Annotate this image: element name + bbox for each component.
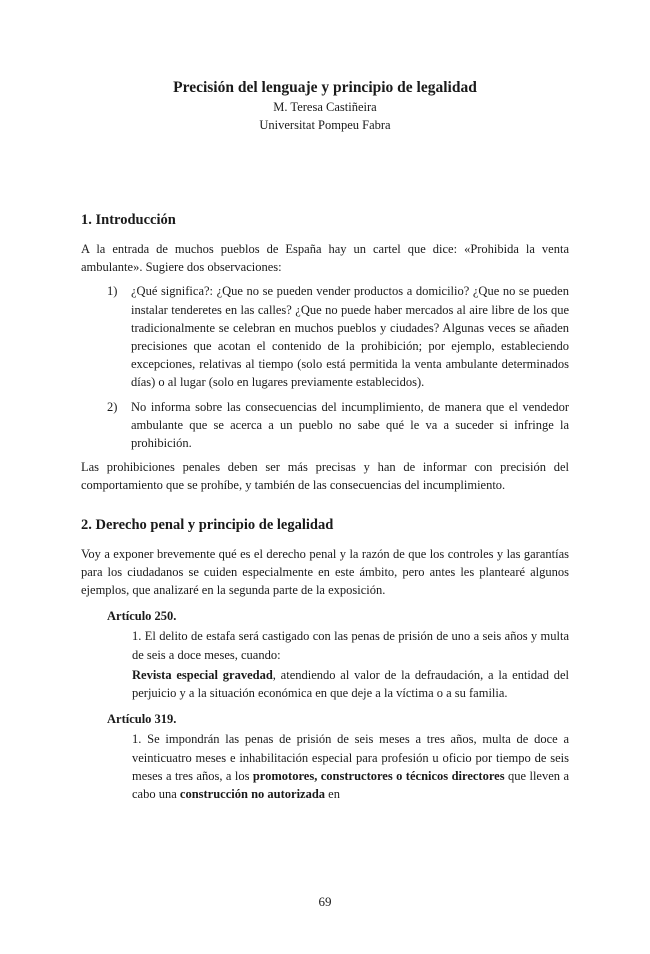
article-header	[0, 78, 650, 134]
article-250-body	[132, 627, 569, 702]
article-319-text-c: que lleven a cabo una	[132, 768, 569, 802]
article-319-emphasis-1: promotores, constructores o técnicos directores	[252, 768, 505, 783]
article-250-paragraph-2	[132, 666, 569, 702]
list-item	[81, 282, 569, 391]
article-319-emphasis-2: construcción no autorizada	[179, 787, 326, 802]
author-name: M. Teresa Castiñeira	[273, 100, 377, 114]
article-title: Precisión del lenguaje y principio de legalidad	[173, 79, 477, 96]
article-319-paragraph-1	[132, 730, 569, 803]
article-319-text-e: en	[325, 787, 340, 802]
list-item	[81, 398, 569, 453]
list-item-text: ¿Qué significa?: ¿Que no se pueden vender productos a domicilio? ¿Que no se pueden instalar tenderetes en las calles? ¿Que no puede haber mercados al aire libre de los que tradicionalmente se celebran en muchos pueblos y ciudades? Algunas veces se añaden precisiones que acotan el contenido de la prohibición; por ejemplo, estableciendo excepciones, relativas al tiempo (solo está permitida la venta ambulante determinados días) o al lugar (solo en lugares previamente establecidos).	[131, 284, 569, 390]
page-number: 69	[318, 894, 332, 909]
section-1-heading: 1. Introducción	[81, 212, 176, 228]
observations-list	[81, 282, 569, 452]
article-250-emphasis: Revista especial gravedad	[132, 667, 273, 682]
section-2-heading: 2. Derecho penal y principio de legalidad	[81, 516, 334, 533]
article-250-paragraph-1: 1. El delito de estafa será castigado con las penas de prisión de uno a seis años y multa de seis a doce meses, cuando:	[132, 629, 569, 662]
article-319-text-a: 1. Se impondrán las penas de prisión de seis meses a tres años, multa de doce a veinticuatro meses e inhabilitación especial para profesión u oficio por tiempo de seis meses a tres años, a los	[132, 732, 569, 783]
list-item-number: 1)	[107, 284, 118, 299]
body-content	[81, 210, 569, 805]
list-item-text: No informa sobre las consecuencias del incumplimiento, de manera que el vendedor ambulante que se acerca a un pueblo no sabe qué le va a suceder si infringe la prohibición.	[131, 399, 569, 451]
article-250-heading: Artículo 250.	[107, 609, 177, 624]
author-affiliation: Universitat Pompeu Fabra	[259, 118, 391, 132]
article-319-body	[132, 730, 569, 803]
list-item-number: 2)	[107, 399, 118, 414]
article-250-paragraph-2-text: , atendiendo al valor de la defraudación, a la entidad del perjuicio y a la situación económica en que deje a la víctima o a su familia.	[132, 667, 569, 701]
section-1-closing: Las prohibiciones penales deben ser más precisas y han de informar con precisión del comportamiento que se prohíbe, y también de las consecuencias del incumplimiento.	[81, 460, 569, 493]
article-319-heading: Artículo 319.	[107, 712, 177, 727]
section-1-intro: A la entrada de muchos pueblos de España hay un cartel que dice: «Prohibida la venta ambulante». Sugiere dos observaciones:	[81, 242, 569, 275]
section-2-intro: Voy a exponer brevemente qué es el derecho penal y la razón de que los controles y las garantías para los ciudadanos se cuiden especialmente en este ámbito, pero antes les plantearé algunos ejemplos, que analizaré en la segunda parte de la exposición.	[81, 546, 569, 598]
